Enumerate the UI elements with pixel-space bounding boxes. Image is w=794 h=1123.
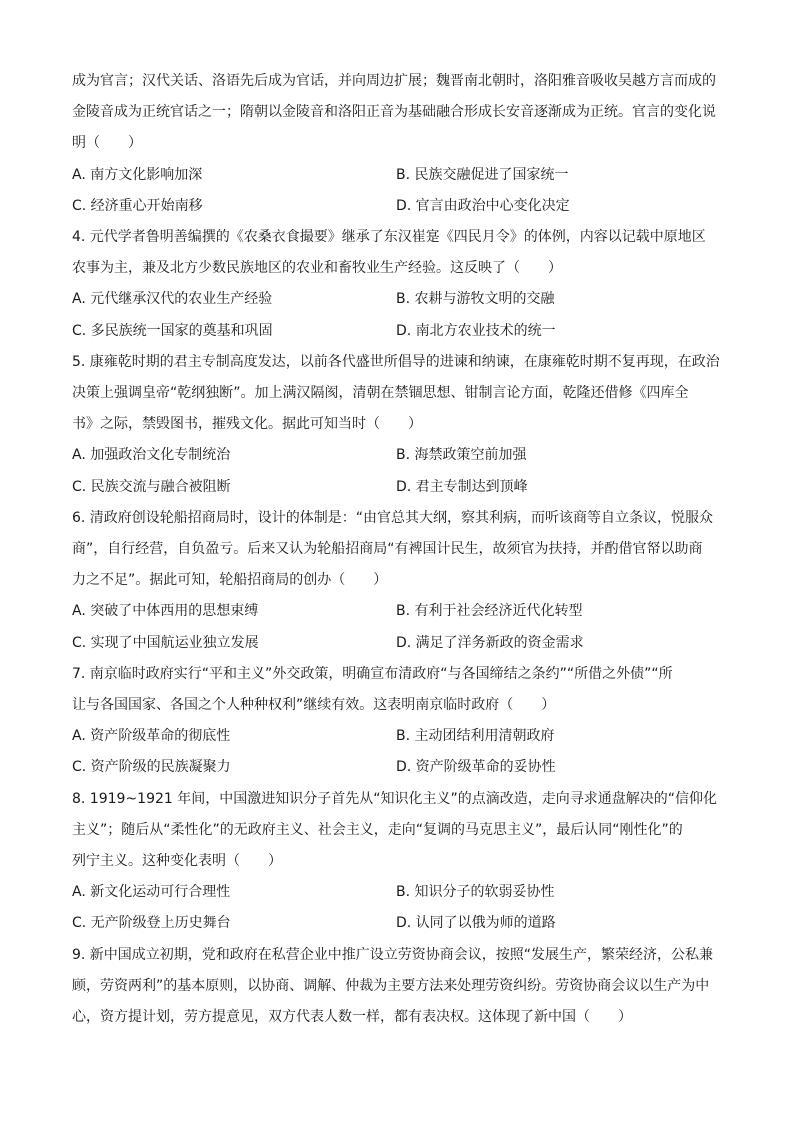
exam-page	[72, 66, 724, 1033]
option-a: A. 南方文化影响加深	[72, 166, 203, 183]
stem-line: 金陵音成为正统官话之一；隋朝以金陵音和洛阳正音为基础融合形成长安音逐渐成为正统。官言的变化说	[72, 104, 716, 121]
question-9	[72, 940, 724, 1034]
options-row	[72, 596, 724, 627]
option-c: C. 民族交流与融合被阻断	[72, 478, 231, 495]
options-row	[72, 628, 724, 659]
stem-line: 书》之际，禁毁图书，摧残文化。据此可知当时（ ）	[72, 416, 422, 433]
stem-line: 主义”；随后从“柔性化”的无政府主义、社会主义，走向“复调的马克思主义”，最后认同“刚性化”的	[72, 821, 683, 838]
question-9-stem	[72, 940, 724, 1034]
stem-line: 农事为主，兼及北方少数民族地区的农业和畜牧业生产经验。这反映了（ ）	[72, 260, 562, 277]
options-row	[72, 160, 724, 191]
question-3-stem	[72, 66, 724, 160]
stem-line: 明（ ）	[72, 135, 142, 152]
options-row	[72, 877, 724, 908]
options-row	[72, 752, 724, 783]
question-6-stem	[72, 503, 724, 597]
options-row	[72, 908, 724, 939]
question-7	[72, 659, 724, 784]
option-a: A. 新文化运动可行合理性	[72, 884, 231, 901]
option-d: D. 君主专制达到顶峰	[396, 478, 528, 495]
options-row	[72, 440, 724, 471]
stem-line: 7. 南京临时政府实行“平和主义”外交政策，明确宣布清政府“与各国缔结之条约”“所借之外债”“所	[72, 665, 673, 682]
stem-line: 心，资方提计划，劳方提意见，双方代表人数一样，都有表决权。这体现了新中国（ ）	[72, 1008, 632, 1025]
option-b: B. 知识分子的软弱妥协性	[396, 884, 555, 901]
option-c: C. 经济重心开始南移	[72, 197, 203, 214]
option-b: B. 民族交融促进了国家统一	[396, 166, 569, 183]
stem-line: 8. 1919~1921 年间，中国激进知识分子首先从“知识化主义”的点滴改造，走向寻求通盘解决的“信仰化	[72, 790, 718, 807]
stem-line: 6. 清政府创设轮船招商局时，设计的体制是：“由官总其大纲，察其利病，而听该商等自立条议，悦服众	[72, 509, 714, 526]
option-d: D. 南北方农业技术的统一	[396, 322, 556, 339]
stem-line: 顾，劳资两利”的基本原则，以协商、调解、仲裁为主要方法来处理劳资纠纷。劳资协商会议以生产为中	[72, 977, 710, 994]
stem-line: 决策上强调皇帝“乾纲独断”。加上满汉隔阂，清朝在禁锢思想、钳制言论方面，乾隆还借修《四库全	[72, 384, 689, 401]
options-row	[72, 284, 724, 315]
stem-line: 4. 元代学者鲁明善编撰的《农桑衣食撮要》继承了东汉崔寔《四民月令》的体例，内容以记载中原地区	[72, 228, 706, 245]
option-b: B. 农耕与游牧文明的交融	[396, 291, 555, 308]
option-d: D. 满足了洋务新政的资金需求	[396, 634, 584, 651]
question-8-stem	[72, 784, 724, 878]
option-c: C. 实现了中国航运业独立发展	[72, 634, 259, 651]
option-a: A. 突破了中体西用的思想束缚	[72, 603, 259, 620]
option-a: A. 加强政治文化专制统治	[72, 447, 231, 464]
option-a: A. 资产阶级革命的彻底性	[72, 728, 231, 745]
option-d: D. 资产阶级革命的妥协性	[396, 759, 556, 776]
option-c: C. 资产阶级的民族凝聚力	[72, 759, 231, 776]
option-d: D. 认同了以俄为师的道路	[396, 915, 556, 932]
stem-line: 力之不足”。据此可知，轮船招商局的创办（ ）	[72, 572, 388, 589]
options-row	[72, 316, 724, 347]
stem-line: 列宁主义。这种变化表明（ ）	[72, 852, 282, 869]
option-c: C. 无产阶级登上历史舞台	[72, 915, 231, 932]
option-b: B. 海禁政策空前加强	[396, 447, 527, 464]
question-5	[72, 347, 724, 503]
question-4-stem	[72, 222, 724, 284]
option-d: D. 官言由政治中心变化决定	[396, 197, 570, 214]
question-4	[72, 222, 724, 347]
question-3	[72, 66, 724, 222]
question-7-stem	[72, 659, 724, 721]
options-row	[72, 472, 724, 503]
option-b: B. 主动团结利用清朝政府	[396, 728, 555, 745]
option-a: A. 元代继承汉代的农业生产经验	[72, 291, 273, 308]
stem-line: 9. 新中国成立初期，党和政府在私营企业中推广设立劳资协商会议，按照“发展生产，繁荣经济，公私兼	[72, 946, 714, 963]
question-8	[72, 784, 724, 940]
option-c: C. 多民族统一国家的奠基和巩固	[72, 322, 273, 339]
stem-line: 5. 康雍乾时期的君主专制高度发达，以前各代盛世所倡导的进谏和纳谏，在康雍乾时期不复再现，在政治	[72, 353, 720, 370]
option-b: B. 有利于社会经济近代化转型	[396, 603, 583, 620]
stem-line: 成为官言；汉代关话、洛语先后成为官话，并向周边扩展；魏晋南北朝时，洛阳雅音吸收吴越方言而成的	[72, 73, 716, 89]
question-5-stem	[72, 347, 724, 441]
question-6	[72, 503, 724, 659]
options-row	[72, 721, 724, 752]
stem-line: 让与各国国家、各国之个人种种权利”继续有效。这表明南京临时政府（ ）	[72, 696, 556, 713]
options-row	[72, 191, 724, 222]
stem-line: 商”，自行经营，自负盈亏。后来又认为轮船招商局“有裨国计民生，故须官为扶持，并酌借官帑以助商	[72, 540, 703, 557]
